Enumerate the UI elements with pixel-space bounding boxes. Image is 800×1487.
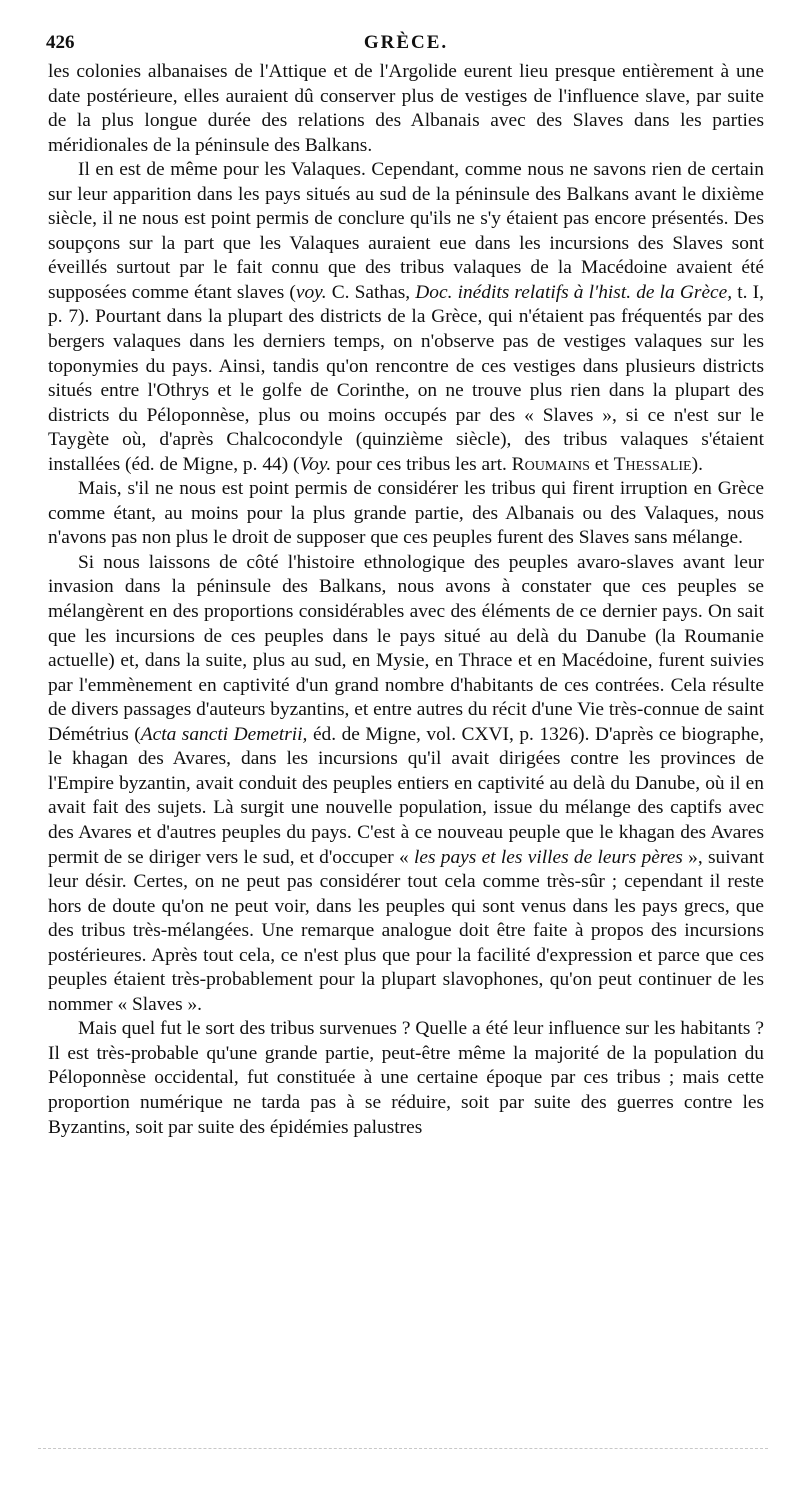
bottom-dashed-rule [38,1448,768,1449]
book-page [48,32,764,1140]
text-segment: éd. de Migne, vol. CXVI, p. 1326). D'après ce biographe, le khagan des Avares, dans les incursions qu'il avait dirigées contre les provinces de l'Empire byzantin, avait conduit des peuples entiers en captivité au delà du Danube, où il en avait fait des sujets. Là surgit une nouvelle population, issue du mélange des captifs avec des Avares et d'autres peuples du pays. C'est à ce nouveau peuple que le khagan des Avares permit de se diriger vers le sud, et d'occuper « [48,723,765,868]
paragraph [48,551,764,1017]
paragraph [48,1017,764,1140]
body-text [48,60,764,1140]
italic-text: Acta sancti Demetrii, [140,723,308,745]
text-segment: pour ces tribus les art. [331,453,512,475]
text-segment: Mais, s'il ne nous est point permis de considérer les tribus qui firent irruption en Grèce comme étant, au moins pour la plus grande partie, des Albanais ou des Valaques, nous n'avons pas non plus le droit de supposer que ces peuples furent des Slaves sans mélange. [48,478,764,549]
italic-text: Voy. [299,453,332,475]
smallcaps-text: Roumains [511,453,590,475]
italic-text: les pays et les villes de leurs pères [413,846,683,868]
text-segment: Si nous laissons de côté l'histoire ethnologique des peuples avaro-slaves avant leur invasion dans la péninsule des Balkans, nous avons à constater que ces peuples se mélangèrent en des proportions considérables avec des éléments de ce dernier pays. On sait que les incursions de ces peuples dans le pays situé au delà du Danube (la Roumanie actuelle) et, dans la suite, plus au sud, en Mysie, en Thrace et en Macédoine, furent suivies par l'emmènement en captivité d'un grand nombre d'habitants de ces contrées. Cela résulte de divers passages d'auteurs byzantins, et entre autres du récit d'une Vie très-connue de saint Démétrius ( [48,551,764,745]
text-segment: et [589,453,614,475]
text-segment: t. I, p. 7). Pourtant dans la plupart des districts de la Grèce, qui n'étaient pas fréquentés par des bergers valaques dans les derniers temps, on n'observe pas de vestiges valaques sur les toponymies du pays. Ainsi, tandis qu'on rencontre de ces vestiges dans plusieurs districts situés entre l'Othrys et le golfe de Corinthe, on ne trouve plus rien dans la plupart des districts du Péloponnèse, plus ou moins occupés par des « Slaves », si ce n'est sur le Taygète où, d'après Chalcocondyle (quinzième siècle), des tribus valaques s'étaient installées (éd. de Migne, p. 44) ( [48,281,764,475]
page-number: 426 [46,32,75,53]
paragraph [48,477,764,551]
text-segment: Il en est de même pour les Valaques. Cependant, comme nous ne savons rien de certain sur leur apparition dans les pays situés au sud de la péninsule des Balkans avant le dixième siècle, il ne nous est point permis de conclure qu'ils ne s'y étaient pas encore présentés. Des soupçons sur la part que les Valaques auraient eue dans les incursions des Slaves sont éveillés surtout par le fait connu que des tribus valaques de la Macédoine avaient été supposées comme étant slaves ( [48,159,764,303]
text-segment: », suivant leur désir. Certes, on ne peut pas considérer tout cela comme très-sûr ; cependant il reste hors de doute qu'on ne peut voir, dans les peuples qui sont venus dans les pays grecs, que des tribus très-mélangées. Une remarque analogue doit être faite à propos des incursions postérieures. Après tout cela, ce n'est plus que pour la facilité d'expression et parce que ces peuples étaient très-probablement pour la plupart slavophones, qu'on peut continuer de les nommer « Slaves ». [48,846,764,1015]
italic-text: Doc. inédits relatifs à l'hist. de la Grèce, [415,281,733,303]
smallcaps-text: Thessalie [613,453,692,475]
page-header [48,32,764,60]
paragraph [48,60,764,158]
paragraph [48,158,764,477]
running-title: GRÈCE. [363,32,449,53]
text-segment: Mais quel fut le sort des tribus survenues ? Quelle a été leur influence sur les habitants ? Il est très-probable qu'une grande partie, peut-être même la majorité de la population du Péloponnèse occidental, fut constituée à une certaine époque par ces tribus ; mais cette proportion numérique ne tarda pas à se réduire, soit par suite des guerres contre les Byzantins, soit par suite des épidémies palustres [48,1018,764,1138]
italic-text: voy. [295,281,327,303]
text-segment: les colonies albanaises de l'Attique et de l'Argolide eurent lieu presque entièrement à une date postérieure, elles auraient dû conserver plus de vestiges de l'influence slave, par suite de la plus longue durée des relations des Albanais avec des Slaves dans les parties méridionales de la péninsule des Balkans. [48,61,764,156]
text-segment: ). [691,453,703,475]
text-segment: C. Sathas, [326,281,416,303]
